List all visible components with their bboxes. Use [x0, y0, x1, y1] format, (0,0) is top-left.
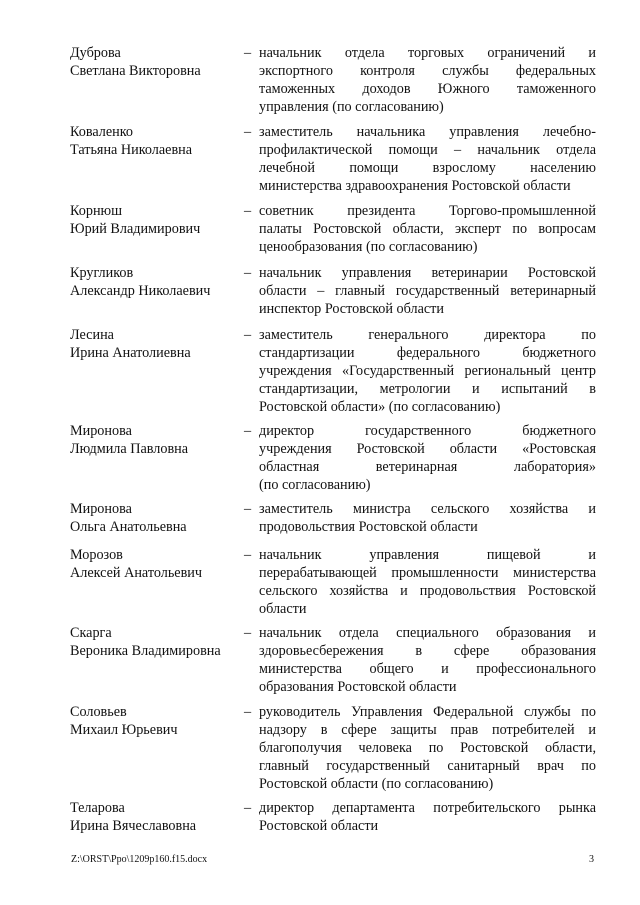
member-given-names: Алексей Анатольевич — [70, 565, 203, 582]
member-given-names: Александр Николаевич — [70, 283, 211, 300]
member-given-names: Юрий Владимирович — [70, 221, 201, 238]
member-name — [70, 500, 235, 536]
position-line: таможенных доходов Южного таможенного — [259, 81, 596, 98]
position-line: заместитель начальника управления лечебно- — [259, 124, 596, 140]
position-line: директор государственного бюджетного — [259, 423, 596, 439]
member-given-names: Ирина Анатолиевна — [70, 345, 191, 362]
dash-separator: – — [244, 265, 252, 281]
member-name — [70, 264, 235, 300]
position-line: начальник отдела специального образования и — [259, 625, 596, 641]
member-position — [259, 624, 596, 696]
footer-file-path: Z:\ORST\Ppo\1209p160.f15.docx — [71, 854, 208, 865]
position-line: учреждения Ростовской области «Ростовская — [259, 441, 596, 458]
position-line: Ростовской области» (по согласованию) — [259, 399, 501, 416]
dash-separator: – — [244, 501, 252, 517]
member-name — [70, 44, 235, 80]
member-surname: Миронова — [70, 423, 132, 439]
position-line: заместитель министра сельского хозяйства и — [259, 501, 596, 517]
position-line: надзору в сфере защиты прав потребителей и — [259, 722, 596, 739]
member-position — [259, 799, 596, 835]
position-line: области — [259, 601, 307, 618]
position-line: здоровьесбережения в сфере образования — [259, 643, 596, 660]
dash-separator: – — [244, 327, 252, 343]
member-surname: Корнюш — [70, 203, 123, 219]
member-surname: Коваленко — [70, 124, 134, 140]
dash-separator: – — [244, 203, 252, 219]
position-line: советник президента Торгово-промышленной — [259, 203, 596, 219]
dash-separator: – — [244, 423, 252, 439]
position-line: областная ветеринарная лаборатория» — [259, 459, 596, 476]
position-line: стандартизации федерального бюджетного — [259, 345, 596, 362]
position-line: профилактической помощи – начальник отдела — [259, 142, 596, 159]
member-name — [70, 123, 235, 159]
member-name — [70, 546, 235, 582]
member-position — [259, 703, 596, 793]
page-number: 3 — [589, 854, 594, 865]
member-surname: Скарга — [70, 625, 112, 641]
member-surname: Морозов — [70, 547, 123, 563]
position-line: министерства общего и профессионального — [259, 661, 596, 678]
position-line: Ростовской области — [259, 818, 379, 835]
member-position — [259, 546, 596, 618]
position-line: Ростовской области (по согласованию) — [259, 776, 494, 793]
position-line: ценообразования (по согласованию) — [259, 239, 478, 256]
position-line: заместитель генерального директора по — [259, 327, 596, 343]
position-line: министерства здравоохранения Ростовской области — [259, 178, 571, 195]
position-line: экспортного контроля службы федеральных — [259, 63, 596, 80]
position-line: стандартизации, метрологии и испытаний в — [259, 381, 596, 398]
position-line: области – главный государственный ветеринарный — [259, 283, 596, 300]
member-given-names: Татьяна Николаевна — [70, 142, 193, 159]
position-line: учреждения «Государственный региональный центр — [259, 363, 596, 380]
member-name — [70, 202, 235, 238]
position-line: начальник отдела торговых ограничений и — [259, 45, 596, 61]
member-name — [70, 326, 235, 362]
member-given-names: Ирина Вячеславовна — [70, 818, 197, 835]
position-line: инспектор Ростовской области — [259, 301, 444, 318]
member-surname: Соловьев — [70, 704, 127, 720]
position-line: управления (по согласованию) — [259, 99, 444, 116]
member-given-names: Вероника Владимировна — [70, 643, 221, 660]
dash-separator: – — [244, 800, 252, 816]
position-line: начальник управления пищевой и — [259, 547, 596, 563]
dash-separator: – — [244, 45, 252, 61]
position-line: палаты Ростовской области, эксперт по вопросам — [259, 221, 596, 238]
member-position — [259, 326, 596, 416]
member-surname: Дуброва — [70, 45, 121, 61]
position-line: образования Ростовской области — [259, 679, 457, 696]
dash-separator: – — [244, 625, 252, 641]
member-name — [70, 799, 235, 835]
dash-separator: – — [244, 124, 252, 140]
position-line: директор департамента потребительского рынка — [259, 800, 596, 816]
dash-separator: – — [244, 704, 252, 720]
position-line: лечебной помощи взрослому населению — [259, 160, 596, 177]
position-line: главный государственный санитарный врач по — [259, 758, 596, 775]
member-position — [259, 202, 596, 256]
member-surname: Миронова — [70, 501, 132, 517]
member-given-names: Светлана Викторовна — [70, 63, 201, 80]
member-position — [259, 264, 596, 318]
member-given-names: Ольга Анатольевна — [70, 519, 187, 536]
position-line: руководитель Управления Федеральной службы по — [259, 704, 596, 720]
position-line: (по согласованию) — [259, 477, 371, 494]
member-name — [70, 422, 235, 458]
member-given-names: Михаил Юрьевич — [70, 722, 178, 739]
position-line: перерабатывающей промышленности министерства — [259, 565, 596, 582]
member-position — [259, 500, 596, 536]
member-position — [259, 44, 596, 116]
member-name — [70, 624, 235, 660]
member-position — [259, 123, 596, 195]
position-line: начальник управления ветеринарии Ростовской — [259, 265, 596, 281]
position-line: благополучия человека по Ростовской области, — [259, 740, 596, 757]
member-surname: Кругликов — [70, 265, 134, 281]
member-name — [70, 703, 235, 739]
member-given-names: Людмила Павловна — [70, 441, 189, 458]
position-line: сельского хозяйства и продовольствия Ростовской — [259, 583, 596, 600]
dash-separator: – — [244, 547, 252, 563]
position-line: продовольствия Ростовской области — [259, 519, 478, 536]
member-position — [259, 422, 596, 494]
member-surname: Теларова — [70, 800, 125, 816]
member-surname: Лесина — [70, 327, 114, 343]
